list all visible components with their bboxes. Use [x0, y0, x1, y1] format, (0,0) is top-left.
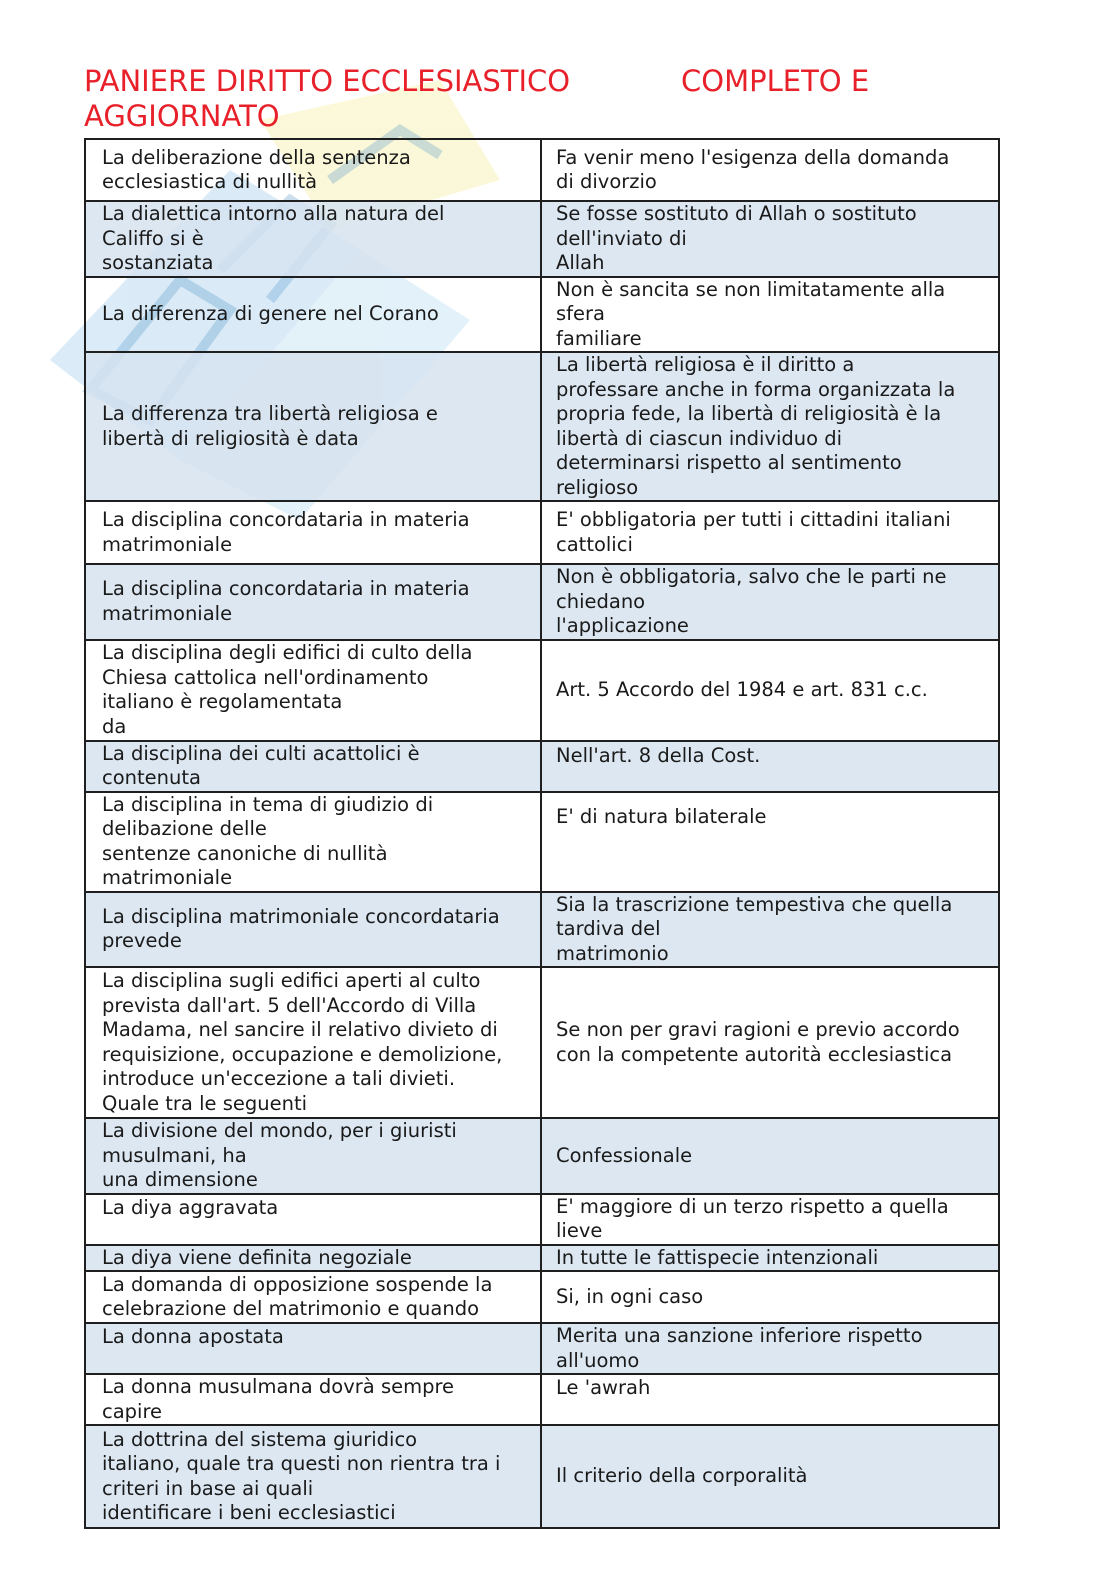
page-title [84, 64, 1024, 134]
question-cell: La divisione del mondo, per i giuristi musulmani, ha una dimensione [85, 1118, 541, 1194]
answer-cell: Non è sancita se non limitatamente alla sfera familiare [541, 277, 999, 353]
answer-cell: Merita una sanzione inferiore rispetto all'uomo [541, 1323, 999, 1374]
table-row [85, 1118, 999, 1194]
title-right: COMPLETO E [681, 64, 870, 98]
answer-cell: Fa venir meno l'esigenza della domanda di divorzio [541, 139, 999, 201]
table-row [85, 277, 999, 353]
table-row [85, 1194, 999, 1245]
question-cell: La dialettica intorno alla natura del Califfo si è sostanziata [85, 201, 541, 277]
question-cell: La domanda di opposizione sospende la celebrazione del matrimonio e quando [85, 1271, 541, 1323]
table-row [85, 352, 999, 501]
answer-cell: La libertà religiosa è il diritto a professare anche in forma organizzata la propria fede, la libertà di religiosità è la libertà di ciascun individuo di determinarsi rispetto al sentimento religioso [541, 352, 999, 501]
table-row [85, 967, 999, 1118]
question-cell: La differenza di genere nel Corano [85, 277, 541, 353]
question-cell: La disciplina in tema di giudizio di delibazione delle sentenze canoniche di nullità matrimoniale [85, 792, 541, 892]
table-row [85, 1374, 999, 1425]
question-answer-table [84, 138, 1000, 1529]
question-cell: La disciplina concordataria in materia matrimoniale [85, 501, 541, 564]
table-row [85, 501, 999, 564]
answer-cell: Art. 5 Accordo del 1984 e art. 831 c.c. [541, 640, 999, 741]
table-row [85, 139, 999, 201]
answer-cell: Se fosse sostituto di Allah o sostituto dell'inviato di Allah [541, 201, 999, 277]
answer-cell: Confessionale [541, 1118, 999, 1194]
question-cell: La differenza tra libertà religiosa e libertà di religiosità è data [85, 352, 541, 501]
answer-cell: E' di natura bilaterale [541, 792, 999, 892]
table-row [85, 741, 999, 792]
question-cell: La donna musulmana dovrà sempre capire [85, 1374, 541, 1425]
table-row [85, 1425, 999, 1528]
question-cell: La donna apostata [85, 1323, 541, 1374]
answer-cell: Si, in ogni caso [541, 1271, 999, 1323]
question-cell: La disciplina dei culti acattolici è contenuta [85, 741, 541, 792]
table-row [85, 1245, 999, 1272]
question-cell: La disciplina sugli edifici aperti al culto prevista dall'art. 5 dell'Accordo di Villa Madama, nel sancire il relativo divieto di requisizione, occupazione e demolizione, introduce un'eccezione a tali divieti. Quale tra le seguenti [85, 967, 541, 1118]
title-left: PANIERE DIRITTO ECCLESIASTICO AGGIORNATO [84, 64, 571, 133]
answer-cell: Il criterio della corporalità [541, 1425, 999, 1528]
answer-cell: Le 'awrah [541, 1374, 999, 1425]
question-cell: La diya viene definita negoziale [85, 1245, 541, 1272]
answer-cell: Nell'art. 8 della Cost. [541, 741, 999, 792]
table-row [85, 564, 999, 640]
table-row [85, 1271, 999, 1323]
question-cell: La deliberazione della sentenza ecclesiastica di nullità [85, 139, 541, 201]
answer-cell: In tutte le fattispecie intenzionali [541, 1245, 999, 1272]
question-cell: La disciplina degli edifici di culto della Chiesa cattolica nell'ordinamento italiano è regolamentata da [85, 640, 541, 741]
table-row [85, 640, 999, 741]
question-cell: La diya aggravata [85, 1194, 541, 1245]
question-cell: La dottrina del sistema giuridico italiano, quale tra questi non rientra tra i criteri in base ai quali identificare i beni ecclesiastici [85, 1425, 541, 1528]
answer-cell: E' maggiore di un terzo rispetto a quella lieve [541, 1194, 999, 1245]
answer-cell: E' obbligatoria per tutti i cittadini italiani cattolici [541, 501, 999, 564]
table-row [85, 892, 999, 968]
question-cell: La disciplina matrimoniale concordataria prevede [85, 892, 541, 968]
table-row [85, 201, 999, 277]
answer-cell: Sia la trascrizione tempestiva che quella tardiva del matrimonio [541, 892, 999, 968]
table-row [85, 1323, 999, 1374]
answer-cell: Se non per gravi ragioni e previo accordo con la competente autorità ecclesiastica [541, 967, 999, 1118]
table-row [85, 792, 999, 892]
question-cell: La disciplina concordataria in materia matrimoniale [85, 564, 541, 640]
answer-cell: Non è obbligatoria, salvo che le parti ne chiedano l'applicazione [541, 564, 999, 640]
